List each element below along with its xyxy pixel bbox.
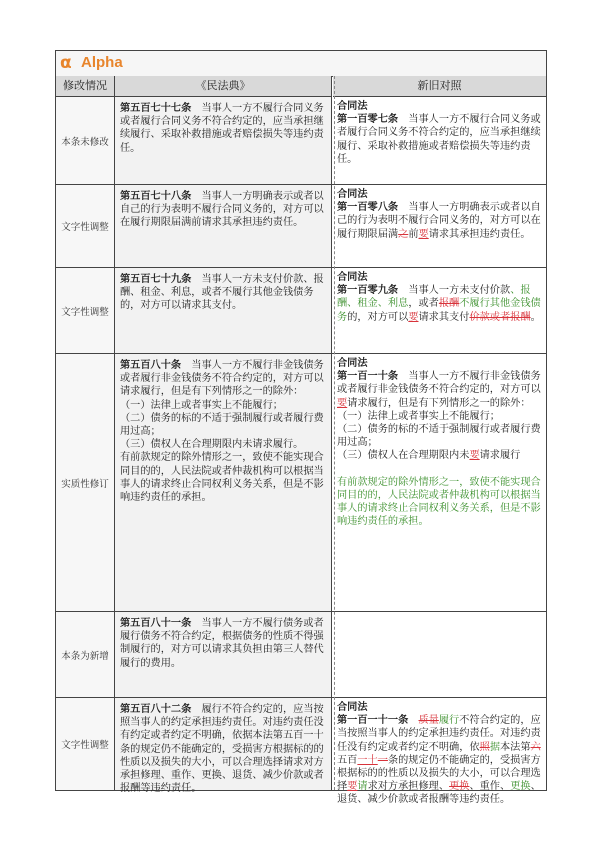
article-text: 当事人一方不履行非金钱债务或者履行非金钱债务不符合约定的，对方可以请求履行，但是有下列情形之一的除外： xyxy=(120,360,324,398)
article-text: 当事人一方不履行债务或者履行债务不符合约定，根据债务的性质不得强制履行的，对方可以请求其负担由第三人替代履行的费用。 xyxy=(120,618,324,669)
old-article-text: （三）债权人在合理期限内未 xyxy=(337,450,470,462)
header-status: 修改情况 xyxy=(56,76,114,97)
article-title: 第五百七十九条 xyxy=(120,273,192,285)
added-text: 更换 xyxy=(510,781,531,793)
added-text: 、报酬、租金、利息 xyxy=(337,285,531,310)
old-article-text: 前 xyxy=(408,228,419,240)
law-name: 合同法 xyxy=(337,188,368,200)
civil-code-cell xyxy=(115,185,331,267)
article-text: 当事人一方不履行合同义务或者履行合同义务不符合约定的，应当承担继续履行、采取补救措施或者赔偿损失等违约责任。 xyxy=(120,103,324,154)
deleted-text: 一 xyxy=(377,754,388,766)
article-title: 第五百八十条 xyxy=(120,359,182,371)
deleted-text: 报酬 xyxy=(438,298,460,310)
list-item: （二）债务的标的不适于强制履行或者履行费用过高； xyxy=(120,412,324,438)
changed-text: 要 xyxy=(347,781,358,793)
changed-text: 要 xyxy=(408,311,419,323)
added-text: 有前款规定的除外情形之一，致使不能实现合同目的的，人民法院或者仲裁机构可以根据当事人的请求终止合同权利义务关系，但是不影响违约责任的承担。 xyxy=(337,476,541,528)
list-item: （二）债务的标的不适于强制履行或者履行费用过高； xyxy=(337,424,541,449)
old-article-text: 不符合约定的，应当按照当事人的约定承担违约责任。对违约责任没有约定或者约定不明确，依 xyxy=(337,715,541,753)
added-text: 请 xyxy=(357,781,368,793)
civil-code-cell xyxy=(115,268,331,353)
compare-cell xyxy=(333,97,546,184)
list-item: （三）债权人在合理期限内未请求履行。 xyxy=(120,439,304,451)
brand-bar xyxy=(56,51,546,77)
civil-code-cell xyxy=(115,612,331,697)
old-article-text: 请求履行，但是有下列情形之一的除外： xyxy=(347,397,531,409)
changed-text: 一十 xyxy=(357,754,378,766)
header-compare: 新旧对照 xyxy=(333,76,546,97)
table-row xyxy=(56,698,546,806)
old-article-text: 请求其承担违约责任。 xyxy=(428,228,531,240)
old-article-text: 五百 xyxy=(337,754,358,766)
civil-code-cell xyxy=(115,97,331,184)
compare-cell xyxy=(333,268,546,353)
brand-name: Alpha xyxy=(81,54,123,71)
status-cell: 实质性修订 xyxy=(56,354,114,611)
changed-text: 要 xyxy=(469,450,480,462)
compare-cell xyxy=(333,354,546,611)
article-title: 第五百七十七条 xyxy=(120,102,192,114)
column-divider xyxy=(114,76,115,790)
column-divider xyxy=(331,76,335,790)
added-text: 履行 xyxy=(438,715,460,727)
old-article-title: 第一百零八条 xyxy=(337,201,399,214)
old-article-title: 第一百零七条 xyxy=(337,113,399,126)
law-name: 合同法 xyxy=(337,357,368,369)
added-text: 据 xyxy=(489,741,500,753)
compare-cell xyxy=(333,185,546,267)
table-row xyxy=(56,354,546,612)
article-text: 当事人一方未支付价款、报酬、租金、利息，或者不履行其他金钱债务的，对方可以请求其支付。 xyxy=(120,274,324,312)
status-cell: 文字性调整 xyxy=(56,268,114,353)
old-article-text: 本法第 xyxy=(500,741,531,753)
old-article-text: 请求履行 xyxy=(479,450,521,462)
deleted-text: 价款或者报酬 xyxy=(469,311,531,323)
deleted-text: 之 xyxy=(398,228,409,240)
compare-cell xyxy=(333,698,546,806)
article-text: 当事人一方明确表示或者以自己的行为表明不履行合同义务的，对方可以在履行期限届满前请求其承担违约责任。 xyxy=(120,191,324,229)
article-title: 第五百八十一条 xyxy=(120,617,192,629)
changed-text: 要 xyxy=(337,397,348,409)
compare-cell xyxy=(333,612,546,697)
old-article-text: 。 xyxy=(530,311,541,323)
table-row xyxy=(56,612,546,698)
civil-code-cell xyxy=(115,698,331,795)
table-row xyxy=(56,97,546,185)
deleted-text: 照 xyxy=(479,741,490,753)
article-text: 有前款规定的除外情形之一，致使不能实现合同目的的，人民法院或者仲裁机构可以根据当事人的请求终止合同权利义务关系，但是不影响违约责任的承担。 xyxy=(120,452,324,504)
old-article-text: ，或者 xyxy=(408,298,439,310)
list-item: （一）法律上或者事实上不能履行； xyxy=(120,399,283,411)
changed-text: 要 xyxy=(418,228,429,240)
old-article-title: 第一百一十一条 xyxy=(337,714,409,727)
table-row xyxy=(56,185,546,268)
list-item xyxy=(337,449,542,462)
article-title: 第五百七十八条 xyxy=(120,190,192,202)
article-title: 第五百八十二条 xyxy=(120,703,192,715)
old-article-title: 第一百零九条 xyxy=(337,284,399,297)
old-article-text: 、退货、减少价款或者报酬等违约责任。 xyxy=(337,781,541,806)
old-article-text: 请求其支付 xyxy=(418,311,470,323)
header-civil-code: 《民法典》 xyxy=(115,76,331,97)
old-article-text: 当事人一方不履行合同义务或者履行合同义务不符合约定的，应当承担继续履行、采取补救措施或者赔偿损失等违约责任。 xyxy=(337,114,541,165)
status-cell: 本条为新增 xyxy=(56,612,114,697)
old-article-title: 第一百一十条 xyxy=(337,370,399,383)
table-row xyxy=(56,268,546,354)
old-article-text: 的，对方可以 xyxy=(347,311,409,323)
law-name: 合同法 xyxy=(337,271,368,283)
status-cell: 本条未修改 xyxy=(56,97,114,184)
deleted-text: 更换 xyxy=(449,781,470,793)
status-cell: 文字性调整 xyxy=(56,185,114,267)
comparison-table xyxy=(55,50,547,806)
old-article-text: 当事人一方未支付价款 xyxy=(408,285,511,297)
old-article-text: 、重作、 xyxy=(469,781,511,793)
civil-code-cell xyxy=(115,354,331,611)
old-article-text: 求对方承担修理、 xyxy=(367,781,450,793)
status-cell: 文字性调整 xyxy=(56,698,114,790)
article-text: 履行不符合约定的，应当按照当事人的约定承担违约责任。对违约责任没有约定或者约定不明确，依据本法第五百一十条的规定仍不能确定的，受损害方根据标的的性质以及损失的大小，可以合理选择请求对方承担修理、重作、更换、退货、减少价款或者报酬等违约责任。 xyxy=(120,704,324,795)
old-article-text: 当事人一方明确表示或者以自己的行为表明不履行合同义务的，对方可以在履行期限届满 xyxy=(337,202,541,240)
list-item: （一）法律上或者事实上不能履行； xyxy=(337,410,500,422)
old-article-text: 当事人一方不履行非金钱债务或者履行非金钱债务不符合约定的，对方可以 xyxy=(337,371,541,396)
deleted-text: 质量 xyxy=(418,715,439,727)
added-text: 不履行其他金钱债务 xyxy=(337,298,541,323)
law-name: 合同法 xyxy=(337,701,368,713)
law-name: 合同法 xyxy=(337,100,368,112)
old-article-text: 条的规定仍不能确定的，受损害方根据标的的性质以及损失的大小，可以合理选择 xyxy=(337,754,541,793)
deleted-text: 六 xyxy=(530,741,541,753)
alpha-logo-icon: α xyxy=(60,53,72,73)
